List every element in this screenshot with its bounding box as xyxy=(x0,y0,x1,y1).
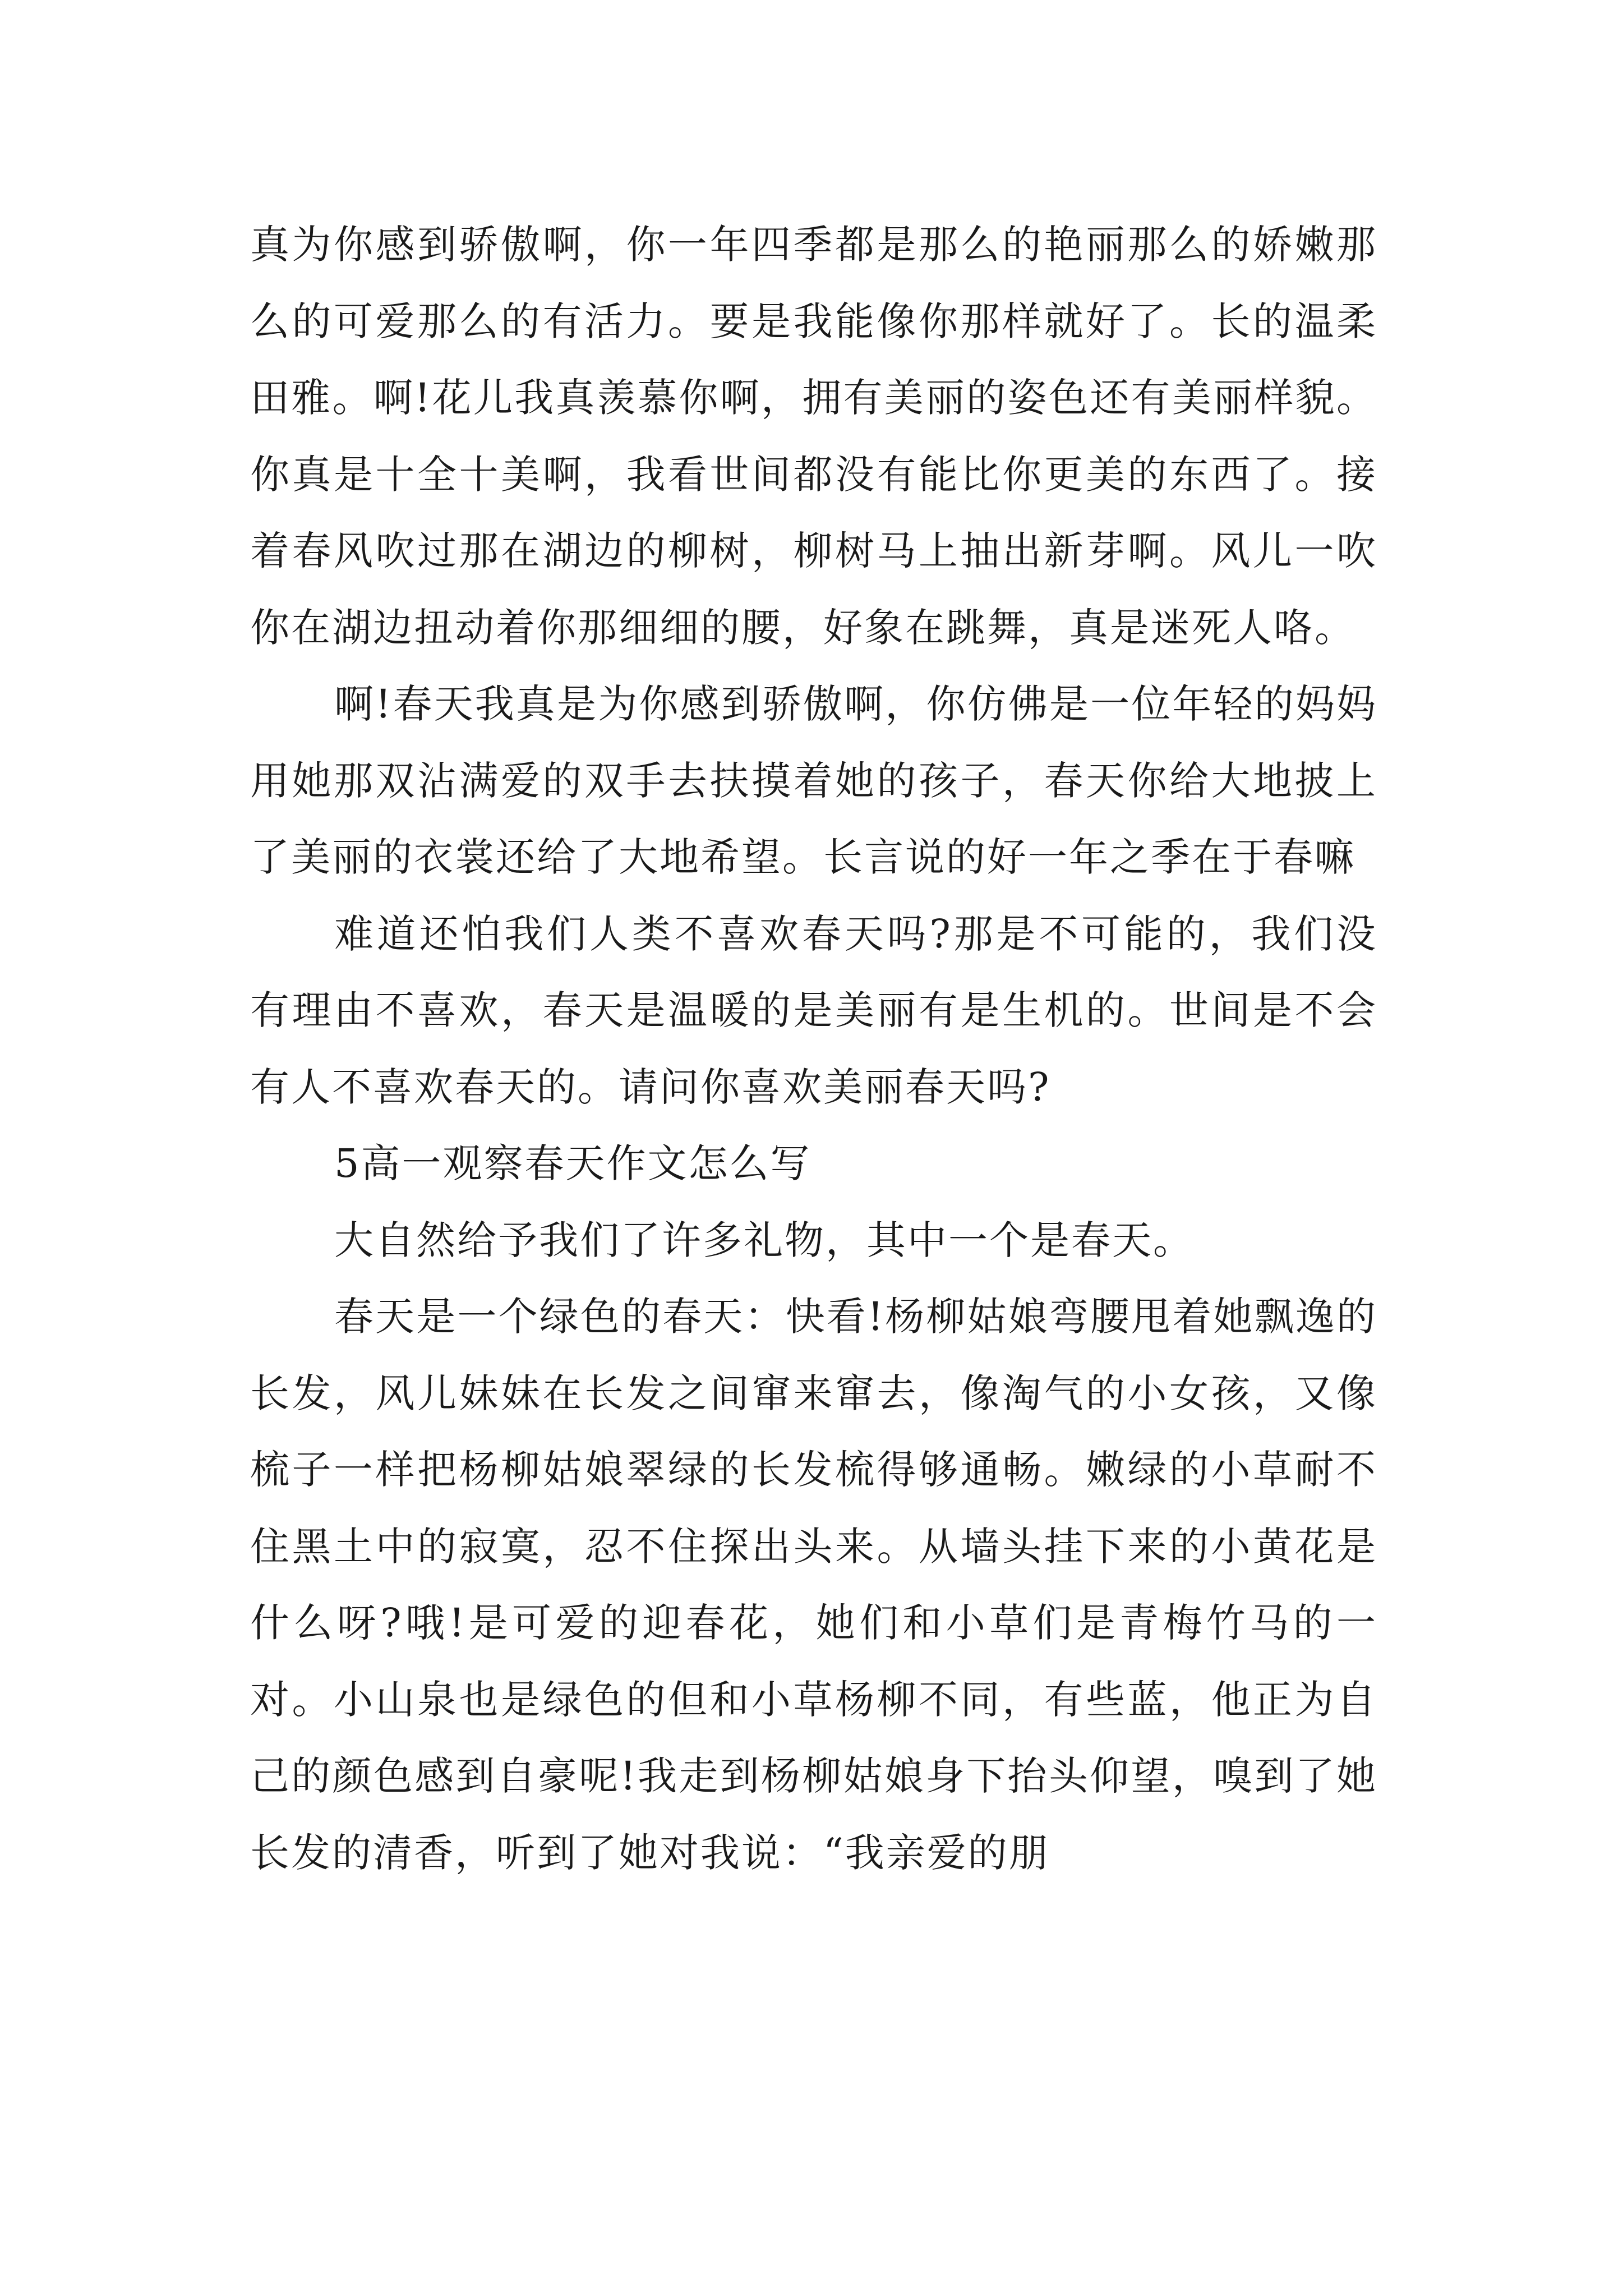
document-body xyxy=(250,206,1377,1891)
paragraph-1: 真为你感到骄傲啊，你一年四季都是那么的艳丽那么的娇嫩那么的可爱那么的有活力。要是我能像你那样就好了。长的温柔田雅。啊!花儿我真羡慕你啊，拥有美丽的姿色还有美丽样貌。你真是十全十美啊，我看世间都没有能比你更美的东西了。接着春风吹过那在湖边的柳树，柳树马上抽出新芽啊。风儿一吹你在湖边扭动着你那细细的腰，好象在跳舞，真是迷死人咯。 xyxy=(250,222,1377,651)
paragraph-5: 春天是一个绿色的春天：快看!杨柳姑娘弯腰甩着她飘逸的长发，风儿妹妹在长发之间窜来窜去，像淘气的小女孩，又像梳子一样把杨柳姑娘翠绿的长发梳得够通畅。嫩绿的小草耐不住黑土中的寂寞，忍不住探出头来。从墙头挂下来的小黄花是什么呀?哦!是可爱的迎春花，她们和小草们是青梅竹马的一对。小山泉也是绿色的但和小草杨柳不同，有些蓝，他正为自己的颜色感到自豪呢!我走到杨柳姑娘身下抬头仰望，嗅到了她长发的清香，听到了她对我说：“我亲爱的朋 xyxy=(250,1294,1377,1876)
paragraph-3: 难道还怕我们人类不喜欢春天吗?那是不可能的，我们没有理由不喜欢，春天是温暖的是美丽有是生机的。世间是不会有人不喜欢春天的。请问你喜欢美丽春天吗? xyxy=(250,910,1377,1110)
paragraph-4: 大自然给予我们了许多礼物，其中一个是春天。 xyxy=(334,1217,1194,1263)
section-heading: 5高一观察春天作文怎么写 xyxy=(334,1140,811,1186)
paragraph-2: 啊!春天我真是为你感到骄傲啊，你仿佛是一位年轻的妈妈用她那双沾满爱的双手去扶摸着她的孩子，春天你给大地披上了美丽的衣裳还给了大地希望。长言说的好一年之季在于春嘛 xyxy=(250,681,1377,880)
